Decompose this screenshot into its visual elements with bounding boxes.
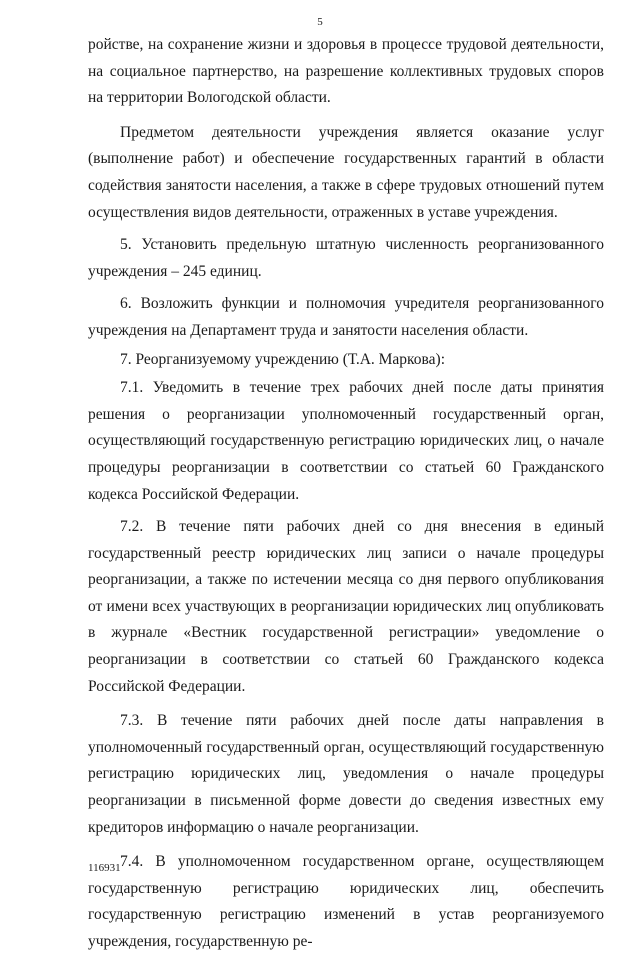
paragraph-activity-subject: Предметом деятельности учреждения является оказание услуг (выполнение работ) и обеспечение государственных гарантий в области содействия занятости населения, а также в сфере трудовых отношений путем осуществления видов деятельности, отраженных в уставе учреждения. [88,123,604,221]
paragraph-item-7-2: 7.2. В течение пяти рабочих дней со дня внесения в единый государственный реестр юридических лиц записи о начале процедуры реорганизации, а также по истечении месяца со дня первого опубликования от имени всех участвующих в реорганизации юридических лиц опубликовать в журнале «Вестник государственной регистрации» уведомление о реорганизации в соответствии со статьей 60 Гражданского кодекса Российской Федерации. [88,518,604,695]
paragraph-item-7: 7. Реорганизуемому учреждению (Т.А. Маркова): [120,350,446,368]
paragraph-item-7-1: 7.1. Уведомить в течение трех рабочих дней после даты принятия решения о реорганизации уполномоченный государственный орган, осуществляющий государственную регистрацию юридических лиц, о начале процедуры реорганизации в соответствии со статьей 60 Гражданского кодекса Российской Федерации. [88,379,604,503]
page-number: 5 [317,16,323,28]
paragraph-item-7-3: 7.3. В течение пяти рабочих дней после даты направления в уполномоченный государственный орган, осуществляющий государственную регистрацию юридических лиц, уведомления о начале процедуры реорганизации в письменной форме довести до сведения известных ему кредиторов информацию о начале реорганизации. [88,712,604,836]
document-body [88,32,604,956]
paragraph-item-7-4: 7.4. В уполномоченном государственном органе, осуществляющем государственную регистрацию юридических лиц, обеспечить государственную регистрацию изменений в устав реорганизуемого учреждения, государственную ре- [88,853,604,950]
paragraph-item-6: 6. Возложить функции и полномочия учредителя реорганизованного учреждения на Департамент труда и занятости населения области. [88,295,604,339]
document-code: 116931 [88,862,121,874]
paragraph-item-5: 5. Установить предельную штатную численность реорганизованного учреждения – 245 единиц. [88,236,604,280]
paragraph-continuation: ройстве, на сохранение жизни и здоровья в процессе трудовой деятельности, на социальное партнерство, на разрешение коллективных трудовых споров на территории Вологодской области. [88,36,604,107]
